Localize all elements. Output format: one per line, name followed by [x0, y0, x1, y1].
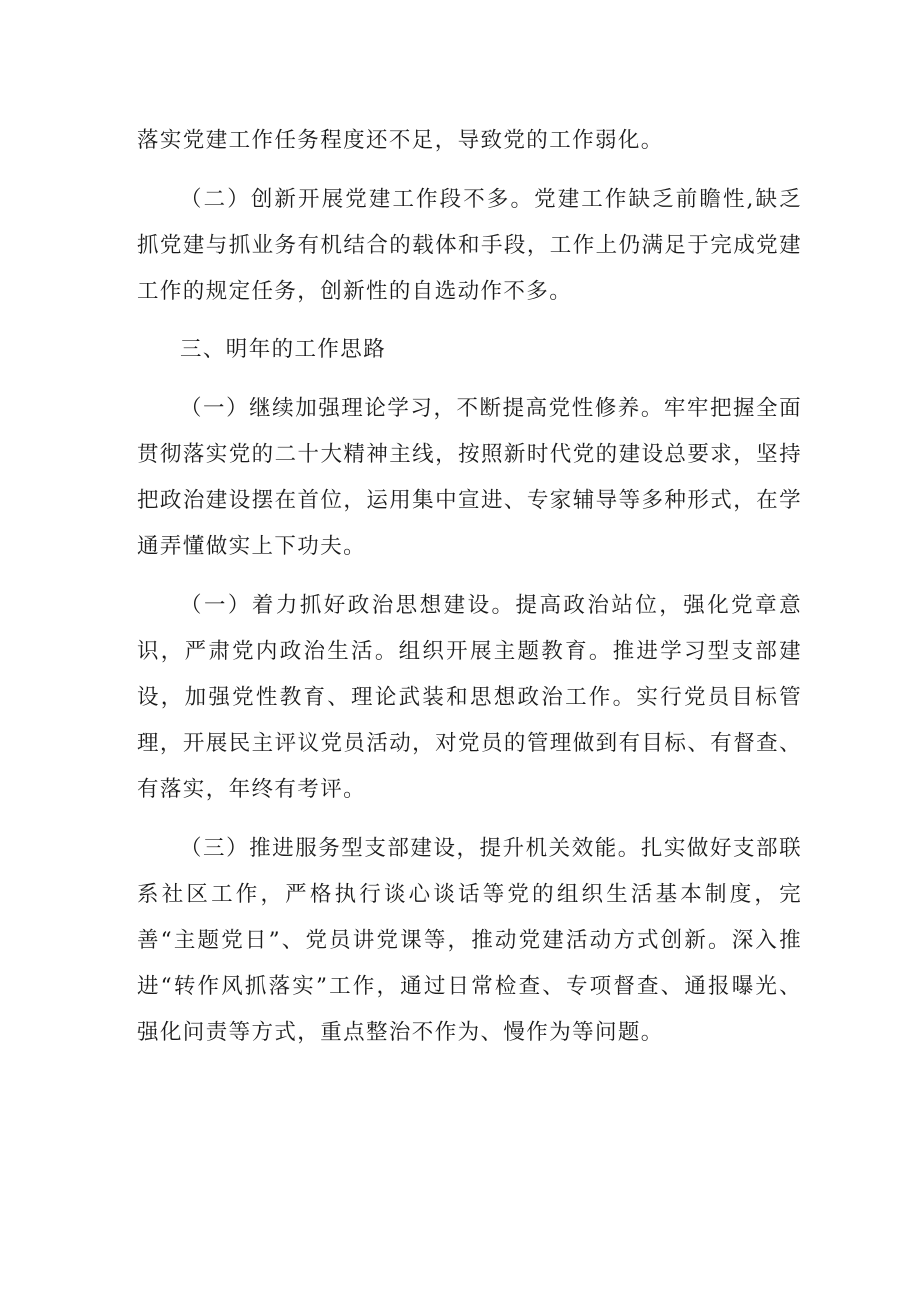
paragraph-political-thought: （一）着力抓好政治思想建设。提高政治站位，强化党章意识，严肃党内政治生活。组织开展主题教育。推进学习型支部建设，加强党性教育、理论武装和思想政治工作。实行党员目标管理，开展民主评议党员活动，对党员的管理做到有目标、有督查、有落实，年终有考评。	[137, 593, 802, 802]
document-body	[137, 118, 802, 1056]
paragraph-service-branch: （三）推进服务型支部建设，提升机关效能。扎实做好支部联系社区工作，严格执行谈心谈话等党的组织生活基本制度，完善“主题党日”、党员讲党课等，推动党建活动方式创新。深入推进“转作风抓落实”工作，通过日常检查、专项督查、通报曝光、强化问责等方式，重点整治不作为、慢作为等问题。	[137, 836, 802, 1045]
paragraph-innovation-issue: （二）创新开展党建工作段不多。党建工作缺乏前瞻性,缺乏抓党建与抓业务有机结合的载体和手段，工作上仍满足于完成党建工作的规定任务，创新性的自选动作不多。	[137, 187, 802, 304]
section-heading-next-year-plan: 三、明年的工作思路	[180, 337, 387, 362]
paragraph-theory-study: （一）继续加强理论学习，不断提高党性修养。牢牢把握全面贯彻落实党的二十大精神主线，按照新时代党的建设总要求，坚持把政治建设摆在首位，运用集中宣进、专家辅导等多种形式，在学通弄懂做实上下功夫。	[137, 396, 802, 559]
paragraph-continuation: 落实党建工作任务程度还不足，导致党的工作弱化。	[137, 128, 664, 153]
